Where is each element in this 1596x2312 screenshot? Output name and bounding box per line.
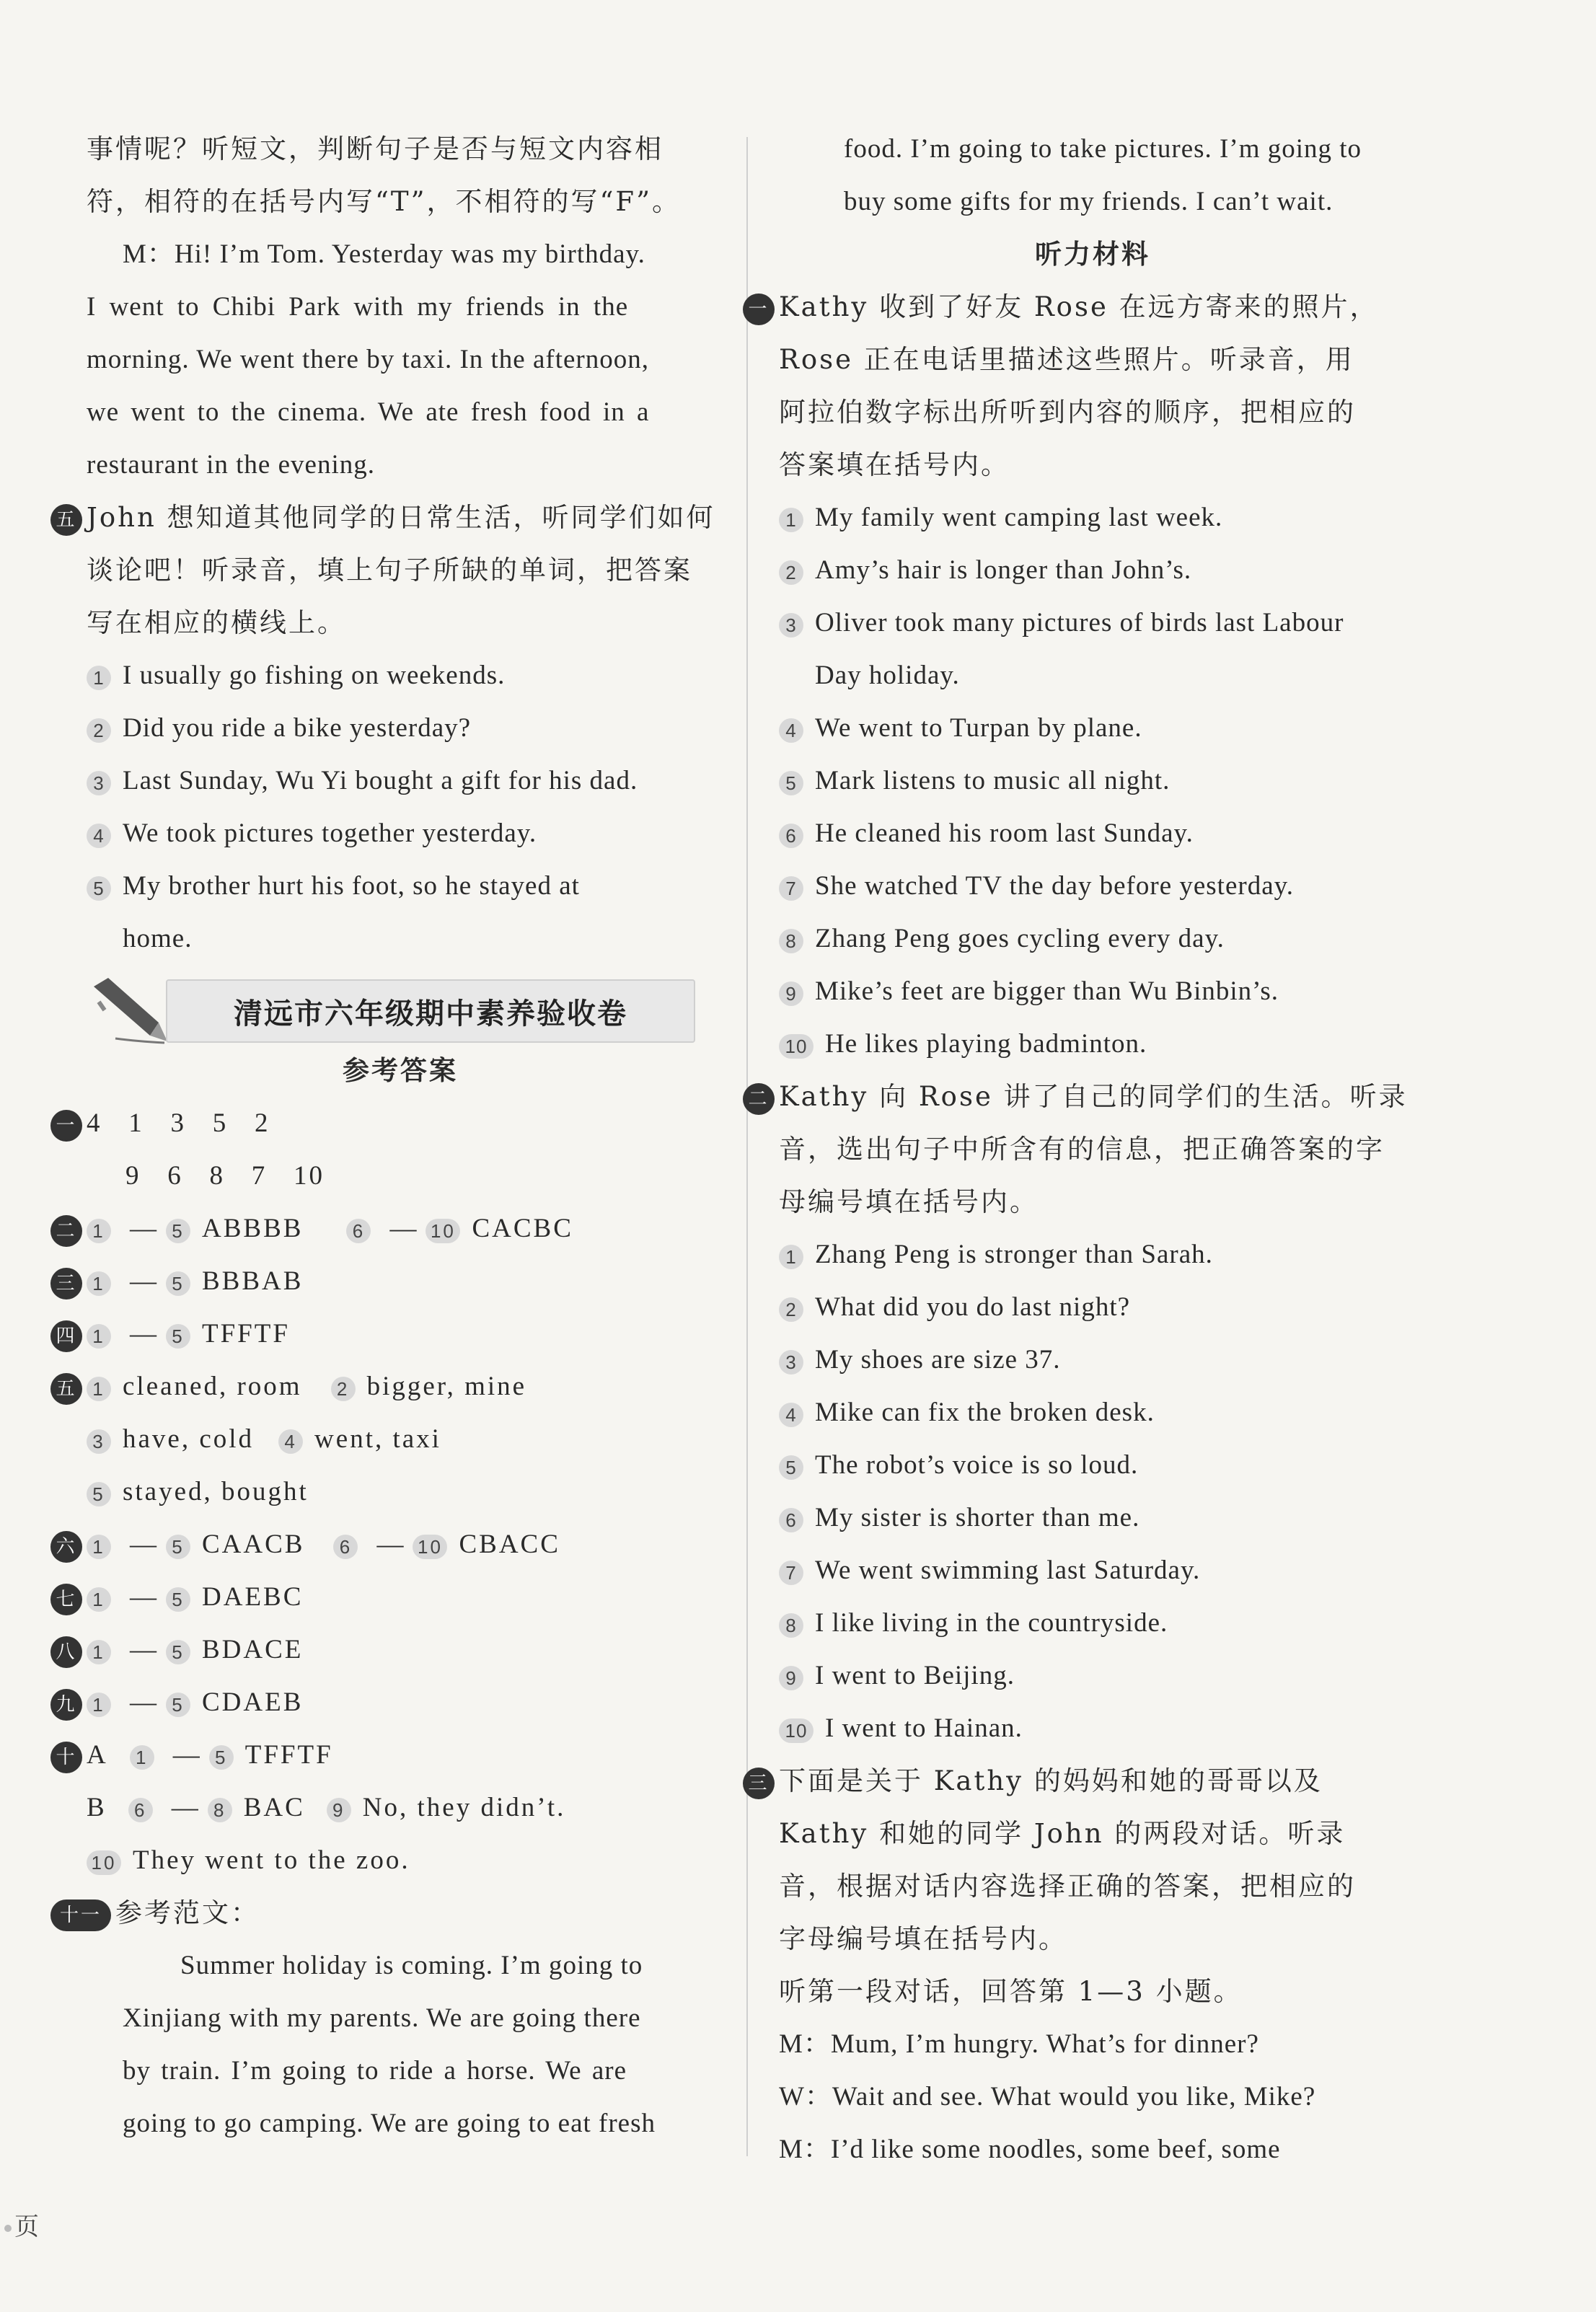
item-text: My brother hurt his foot, so he stayed at [123,871,580,901]
answer-row-11 [50,1887,714,1939]
item-number: 2 [87,718,111,743]
list-item [779,702,1406,754]
section-badge: 二 [50,1215,82,1247]
item-text: Zhang Peng is stronger than Sarah. [815,1240,1213,1269]
essay-line: Summer holiday is coming. I’m going to [180,1951,643,1980]
item-text: Last Sunday, Wu Yi bought a gift for his dad. [123,766,638,795]
answer-row-7: 七 1 — 5 DAEBC [50,1571,714,1623]
item-number: 10 [779,1718,814,1743]
item-text: Oliver took many pictures of birds last Labour [815,608,1344,637]
answer-row-3: 三 1 — 5 BBBAB [50,1255,714,1307]
item-number: 9 [327,1798,351,1822]
answer-row-10b: B 6 — 8 BAC 9 No, they didn’t. [87,1793,566,1822]
answer-text: BDACE [202,1635,304,1664]
item-text: He cleaned his room last Sunday. [815,819,1194,848]
item-number: 7 [779,1561,803,1585]
item-number: 10 [426,1219,460,1243]
section-intro-text: John 想知道其他同学的日常生活，听同学们如何 [87,502,715,533]
dot-icon [4,2225,12,2232]
section-intro-text: Kathy 收到了好友 Rose 在远方寄来的照片， [779,291,1379,322]
section-five-intro [50,491,714,544]
item-number: 5 [166,1640,190,1664]
item-number: 5 [166,1324,190,1349]
item-number: 1 [87,1535,111,1559]
essay-line: food. I’m going to take pictures. I’m going to [844,134,1362,164]
item-number: 4 [87,824,111,848]
section-one-intro [743,281,1406,333]
item-number: 6 [346,1219,371,1243]
answer-text: have, cold [123,1424,255,1454]
item-number: 1 [87,1377,111,1401]
list-item [779,1649,1406,1702]
item-number: 9 [779,1666,803,1690]
section-badge: 五 [50,1373,82,1405]
item-number: 2 [779,560,803,585]
item-number: 1 [130,1745,154,1770]
essay-label: 参考范文： [115,1897,260,1928]
item-number: 5 [87,876,111,901]
answer-title: 参考答案 [343,1055,458,1086]
item-text: Mark listens to music all night. [815,766,1170,795]
essay-line: by train. I’m going to ride a horse. We are [123,2056,627,2086]
list-item [779,1281,1406,1333]
exam-heading [87,972,714,1044]
list-item [779,1702,1406,1755]
intro-line: 写在相应的横线上。 [87,607,346,638]
material-title: 听力材料 [1035,239,1150,270]
item-text: My sister is shorter than me. [815,1503,1140,1532]
list-item [779,754,1406,807]
item-number: 2 [779,1297,803,1322]
intro-line: 音，选出句子中所含有的信息，把正确答案的字 [779,1134,1385,1165]
answer-text: CDAEB [202,1687,304,1717]
list-item [779,1491,1406,1544]
item-text: We went swimming last Saturday. [815,1556,1201,1585]
answer-text: CAACB [202,1530,305,1559]
item-text: Did you ride a bike yesterday? [123,713,472,743]
item-number: 1 [779,508,803,532]
part-label: A [87,1740,108,1770]
passage-line: I went to Chibi Park with my friends in the [87,292,629,322]
exam-title: 清远市六年级期中素养验收卷 [166,979,695,1043]
item-number: 7 [779,876,803,901]
list-item [779,1018,1406,1070]
item-number: 1 [87,1693,111,1717]
list-item [779,1597,1406,1649]
answer-text: BBBAB [202,1266,304,1296]
column-divider [746,137,748,2156]
item-number: 8 [208,1798,232,1822]
item-number: 2 [331,1377,356,1401]
section-badge: 六 [50,1531,82,1563]
section-badge: 七 [50,1584,82,1615]
answer-row-6: 六 1 — 5 CAACB 6 — 10 CBACC [50,1518,714,1571]
section-badge: 一 [743,294,775,325]
answer-text: 4 1 3 5 2 [87,1108,270,1138]
passage-line: M：Hi! I’m Tom. Yesterday was my birthday. [123,239,645,269]
answer-text: CBACC [459,1530,560,1559]
list-item [779,491,1406,544]
intro-line: 字母编号填在括号内。 [779,1923,1067,1954]
item-number: 10 [779,1034,814,1059]
item-number: 3 [87,771,111,795]
answer-row-4: 四 1 — 5 TFFTF [50,1307,714,1360]
answer-text: BAC [243,1793,305,1822]
item-number: 4 [779,1403,803,1427]
section-badge: 十 [50,1742,82,1773]
answer-text: TFFTF [202,1319,290,1349]
intro-line: Kathy 和她的同学 John 的两段对话。听录 [779,1818,1346,1849]
item-number: 6 [779,824,803,848]
essay-line: buy some gifts for my friends. I can’t wait. [844,187,1333,216]
answer-text: TFFTF [244,1740,333,1770]
item-number: 5 [209,1745,234,1770]
section-badge: 十一 [50,1900,111,1931]
passage-line: restaurant in the evening. [87,450,375,480]
section-badge: 四 [50,1320,82,1352]
dialog-line: M：I’d like some noodles, some beef, some [779,2135,1281,2164]
item-number: 10 [413,1535,447,1559]
list-item [87,807,714,860]
section-badge: 一 [50,1110,82,1142]
item-number: 5 [779,771,803,795]
answer-row-5b [87,1413,714,1465]
list-item-continued: Day holiday. [815,661,960,690]
dialog-line: W：Wait and see. What would you like, Mike? [779,2082,1316,2112]
answer-text: bigger, mine [366,1372,527,1401]
item-number: 1 [87,1324,111,1349]
answer-text: stayed, bought [123,1477,309,1506]
item-number: 8 [779,929,803,953]
item-number: 5 [166,1271,190,1296]
item-number: 10 [87,1850,121,1875]
item-number: 6 [333,1535,358,1559]
item-number: 5 [166,1535,190,1559]
item-text: The robot’s voice is so loud. [815,1450,1139,1480]
section-two-intro [743,1070,1406,1123]
item-number: 3 [779,613,803,637]
section-badge: 八 [50,1636,82,1668]
answer-text: They went to the zoo. [133,1845,410,1875]
item-text: I usually go fishing on weekends. [123,661,506,690]
item-text: He likes playing badminton. [825,1029,1147,1059]
answer-text: DAEBC [202,1582,304,1612]
list-item-continued: home. [123,924,193,953]
item-number: 1 [87,1587,111,1612]
intro-line: 符，相符的在括号内写“T”，不相符的写“F”。 [87,186,682,217]
answer-text: went, taxi [314,1424,441,1454]
answer-row-2: 二 1 — 5 ABBBB 6 — 10 CACBC [50,1202,714,1255]
answer-row-10c [87,1834,714,1887]
item-number: 3 [779,1350,803,1375]
list-item [779,912,1406,965]
section-badge: 九 [50,1689,82,1721]
item-number: 1 [87,666,111,690]
list-item [87,860,714,912]
item-number: 1 [87,1219,111,1243]
list-item [779,1228,1406,1281]
intro-line: 事情呢？听短文，判断句子是否与短文内容相 [87,133,663,164]
right-column [748,123,1408,2176]
sub-instruction: 听第一段对话，回答第 1—3 小题。 [779,1976,1243,2007]
list-item [87,649,714,702]
item-number: 5 [166,1693,190,1717]
section-three-intro [743,1755,1406,1807]
page-label: 页 [14,2212,39,2241]
list-item [87,754,714,807]
item-text: I like living in the countryside. [815,1608,1168,1638]
answer-text: CACBC [472,1214,573,1243]
list-item [779,807,1406,860]
intro-line: 答案填在括号内。 [779,449,1010,480]
left-column [56,123,715,2150]
item-number: 4 [278,1429,303,1454]
intro-line: 阿拉伯数字标出所听到内容的顺序，把相应的 [779,397,1356,428]
answer-row-1 [50,1097,714,1150]
item-number: 8 [779,1613,803,1638]
item-number: 6 [779,1508,803,1532]
item-number: 1 [87,1640,111,1664]
item-number: 9 [779,981,803,1006]
intro-line: 母编号填在括号内。 [779,1186,1039,1217]
answer-row-1b: 9 6 8 7 10 [125,1161,325,1191]
answer-text: No, they didn’t. [362,1793,566,1822]
passage-line: we went to the cinema. We ate fresh food in a [87,397,650,427]
item-text: We took pictures together yesterday. [123,819,537,848]
part-label: B [87,1793,107,1822]
section-badge: 五 [50,504,82,536]
answer-text: cleaned, room [123,1372,302,1401]
answer-row-9: 九 1 — 5 CDAEB [50,1676,714,1729]
section-intro-text: Kathy 向 Rose 讲了自己的同学们的生活。听录 [779,1081,1408,1112]
essay-line: going to go camping. We are going to eat fresh [123,2109,656,2138]
item-text: I went to Beijing. [815,1661,1015,1690]
item-number: 1 [779,1245,803,1269]
answer-row-5c [87,1465,714,1518]
list-item [779,1439,1406,1491]
page-footer [4,2207,39,2242]
section-badge: 三 [50,1268,82,1300]
item-number: 5 [779,1455,803,1480]
list-item [779,965,1406,1018]
pencil-icon [87,972,173,1044]
intro-line: 谈论吧！听录音，填上句子所缺的单词，把答案 [87,555,692,586]
item-text: I went to Hainan. [825,1713,1023,1743]
section-badge: 三 [743,1768,775,1799]
item-number: 6 [128,1798,153,1822]
answer-row-10: 十 A 1 — 5 TFFTF [50,1729,714,1781]
list-item [779,544,1406,596]
answer-row-8: 八 1 — 5 BDACE [50,1623,714,1676]
item-number: 4 [779,718,803,743]
intro-line: 音，根据对话内容选择正确的答案，把相应的 [779,1871,1356,1902]
item-text: What did you do last night? [815,1292,1131,1322]
item-text: My shoes are size 37. [815,1345,1061,1375]
item-text: She watched TV the day before yesterday. [815,871,1294,901]
item-text: Mike’s feet are bigger than Wu Binbin’s. [815,976,1279,1006]
passage-line: morning. We went there by taxi. In the afternoon, [87,345,649,374]
intro-line: Rose 正在电话里描述这些照片。听录音，用 [779,344,1354,375]
essay-line: Xinjiang with my parents. We are going there [123,2003,641,2033]
item-text: We went to Turpan by plane. [815,713,1142,743]
section-badge: 二 [743,1083,775,1115]
section-intro-text: 下面是关于 Kathy 的妈妈和她的哥哥以及 [779,1765,1323,1796]
item-number: 3 [87,1429,111,1454]
list-item [87,702,714,754]
dialog-line: M：Mum, I’m hungry. What’s for dinner? [779,2029,1259,2059]
list-item [779,1386,1406,1439]
item-number: 5 [166,1587,190,1612]
item-text: Amy’s hair is longer than John’s. [815,555,1192,585]
item-text: My family went camping last week. [815,503,1223,532]
answer-text: ABBBB [202,1214,304,1243]
list-item [779,1333,1406,1386]
list-item [779,1544,1406,1597]
list-item [779,860,1406,912]
answer-row-5 [50,1360,714,1413]
item-number: 5 [166,1219,190,1243]
item-text: Mike can fix the broken desk. [815,1398,1155,1427]
list-item [779,596,1406,649]
item-number: 1 [87,1271,111,1296]
item-text: Zhang Peng goes cycling every day. [815,924,1225,953]
item-number: 5 [87,1482,111,1506]
